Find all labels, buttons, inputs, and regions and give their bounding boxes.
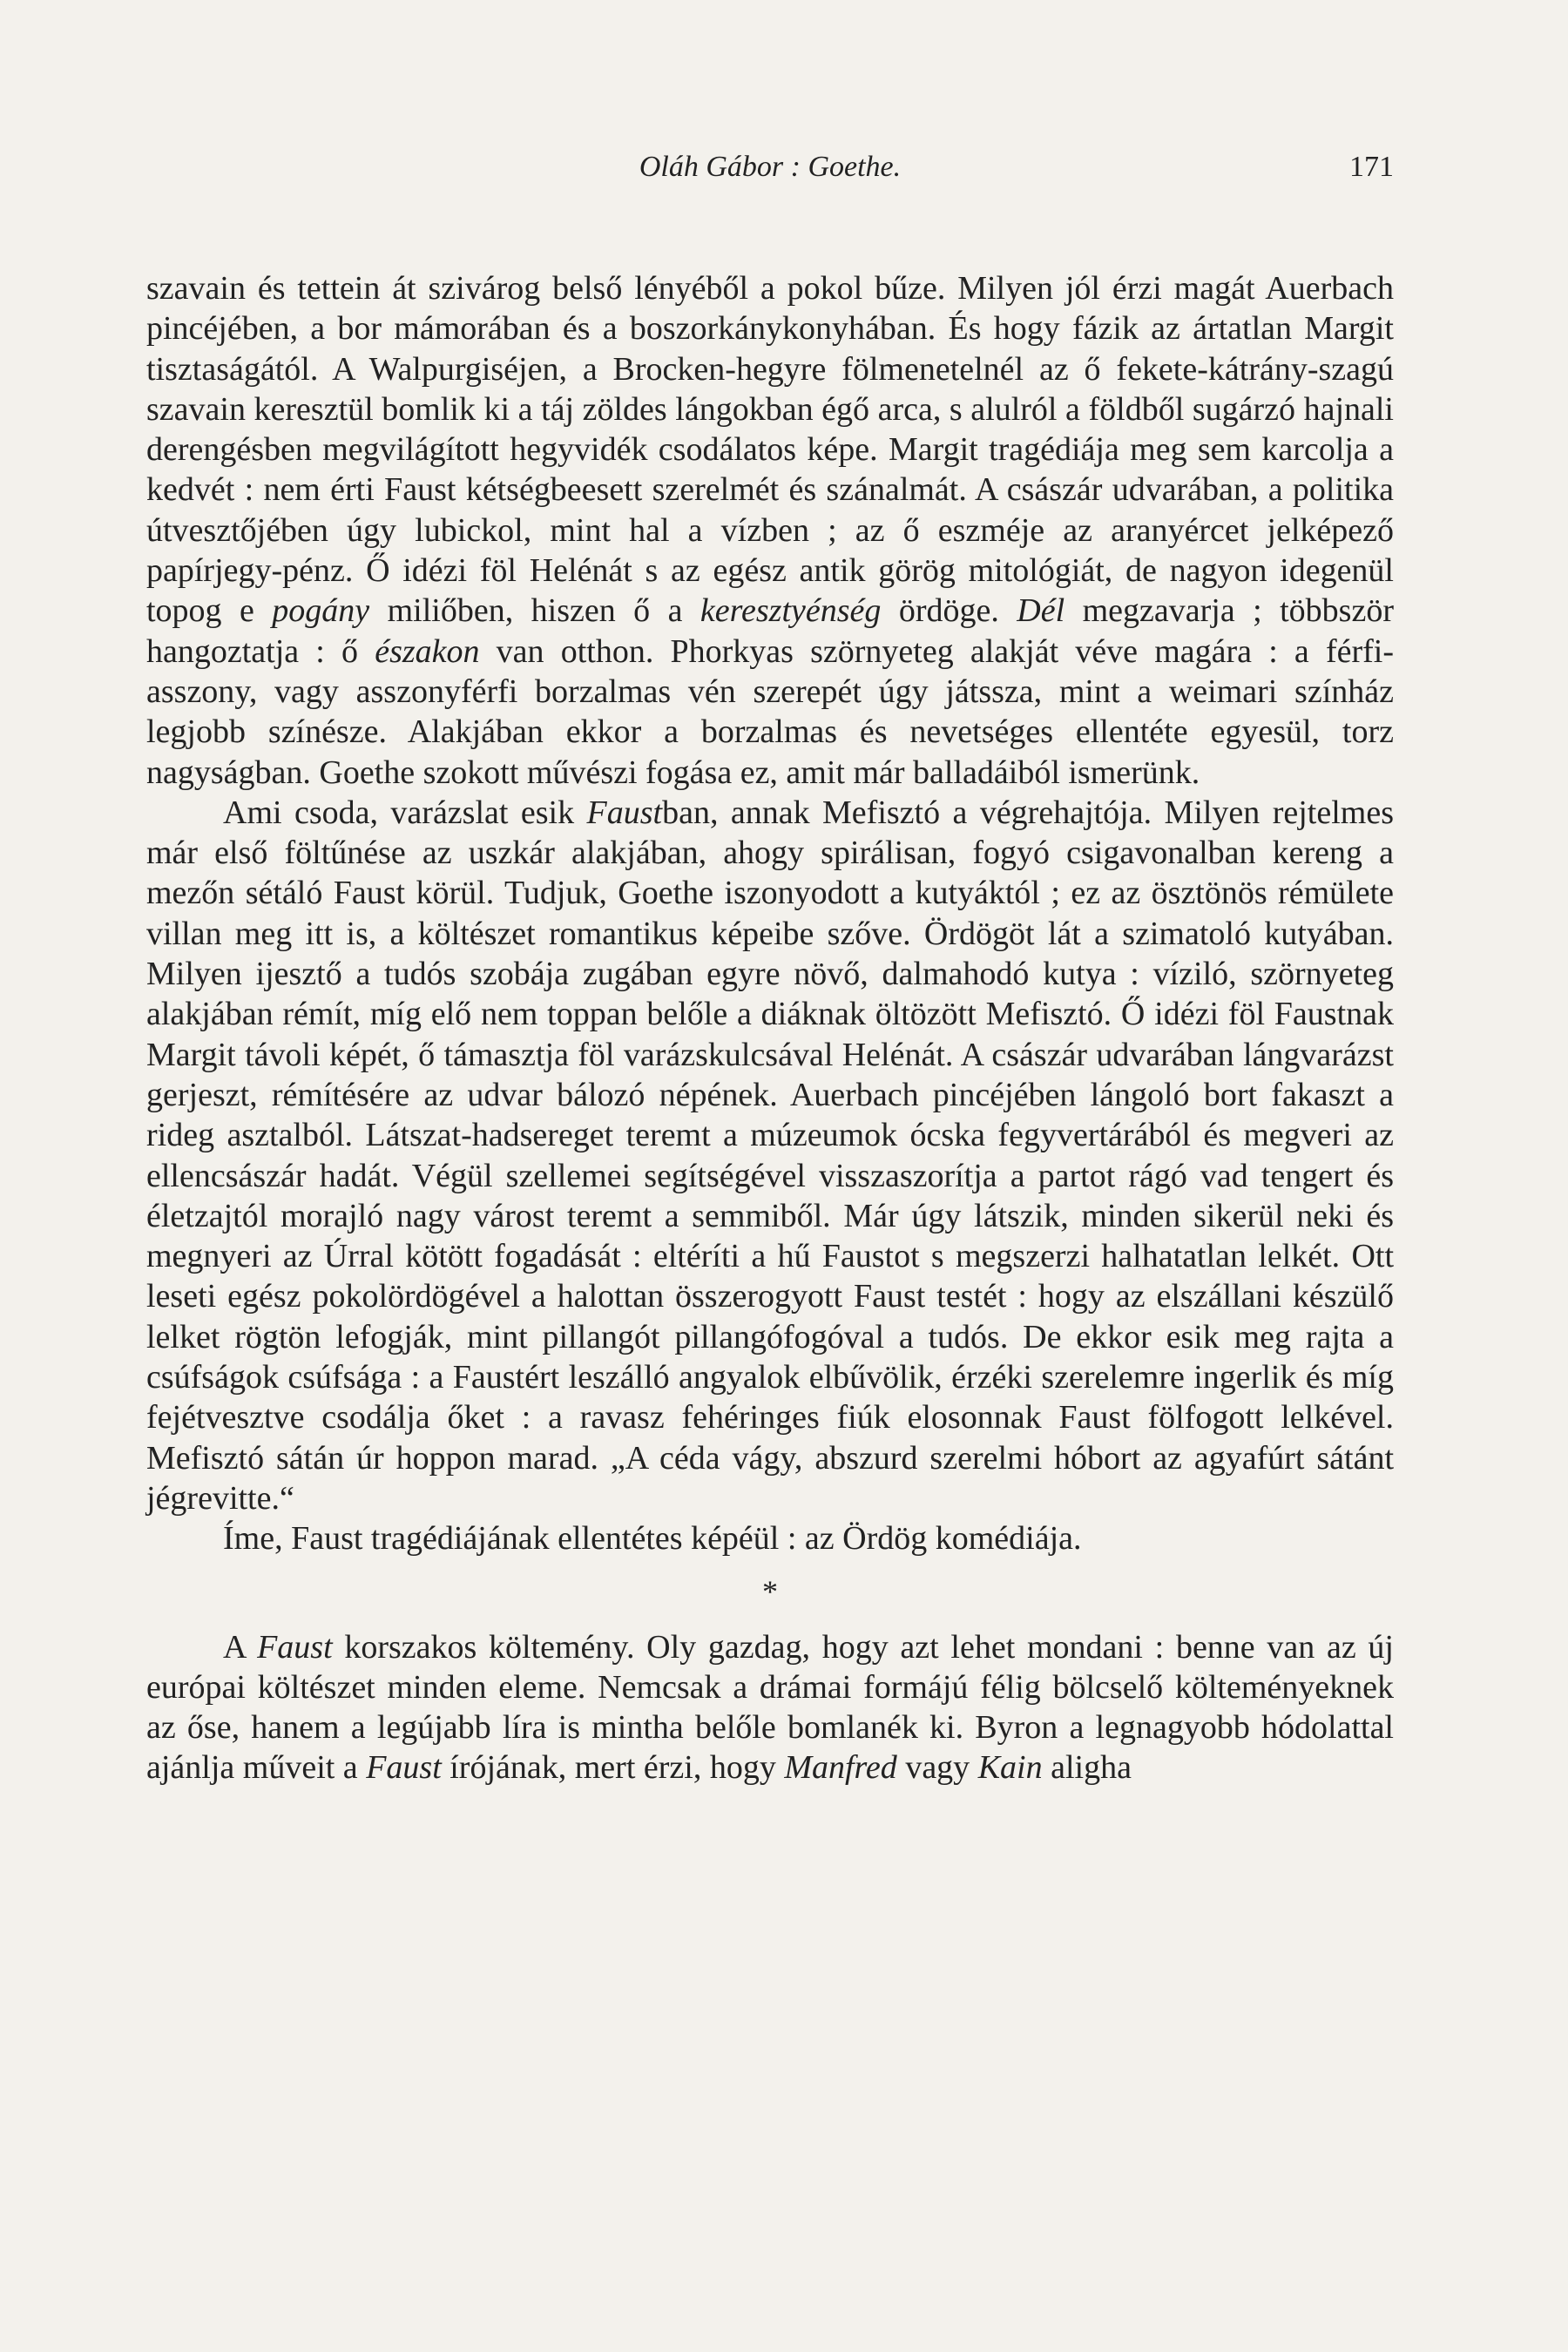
emphasis: Kain	[977, 1749, 1043, 1787]
paragraph-4	[146, 1627, 1394, 1788]
running-header	[146, 146, 1394, 188]
emphasis: pogány	[272, 592, 370, 630]
text-span: ördöge.	[881, 592, 1017, 630]
emphasis: Manfred	[784, 1749, 897, 1787]
text-span: írójának, mert érzi, hogy	[441, 1749, 785, 1787]
text-span: miliőben, hiszen ő a	[369, 592, 700, 630]
paragraph-3: Íme, Faust tragédiájának ellentétes képéül : az Ördög komédiája.	[223, 1520, 1082, 1558]
emphasis: Faust	[366, 1749, 442, 1787]
emphasis: északon	[375, 632, 480, 670]
text-span: ban, annak Mefisztó a végrehajtója. Milyen rejtelmes már első föltűnése az uszkár alakjában, ahogy spirálisan, fogyó csigavonalban kereng a mezőn sétáló Faust körül. Tudjuk, Goethe iszonyodott a kutyáktól ; ez az ösztönös rémülete villan meg itt is, a költészet romantikus képeibe szőve. Ördögöt lát a szimatoló kutyában. Milyen ijesztő a tudós szobája zugában egyre növő, dalmahodó kutya : víziló, szörnyeteg alakjában rémít, míg elő nem toppan belőle a diáknak öltözött Mefisztó. Ő idézi föl Faustnak Margit távoli képét, ő támasztja föl varázskulcsával Helénát. A császár udvarában lángvarázst gerjeszt, rémítésére az udvar bálozó népének. Auerbach pincéjében lángoló bort fakaszt a rideg asztalból. Látszat-hadsereget teremt a múzeumok ócska fegyvertárából és megveri az ellencsászár hadát. Végül szellemei segítségével visszaszorítja a partot rágó vad tengert és életzajtól morajló nagy várost teremt a semmiből. Már úgy látszik, minden sikerül neki és megnyeri az Úrral kötött fogadását : eltéríti a hű Faustot s megszerzi halhatatlan lelkét. Ott leseti egész pokolördögével a halottan összerogyott Faust testét : hogy az elszállani készülő lelket rögtön lefogják, mint pillangót pillangófogóval a tudós. De ekkor esik meg rajta a csúfságok csúfsága : a Faustért leszálló angyalok elbűvölik, érzéki szerelemre ingerlik és míg fejétvesztve csodálja őket : a ravasz fehéringes fiúk elosonnak Faust fölfogott lelkével. Mefisztó sátán úr hoppon marad. „A céda vágy, abszurd szerelmi hóbort az agyafúrt sátánt jégrevitte.“	[146, 794, 1394, 1517]
text-span: vagy	[896, 1749, 978, 1787]
page-number: 171	[1349, 151, 1394, 183]
paragraph-1	[146, 268, 1394, 793]
emphasis: Faust	[586, 794, 663, 831]
body-text	[146, 268, 1394, 1788]
text-span: szavain és tettein át szivárog belső lényéből a pokol bűze. Milyen jól érzi magát Auerbach pincéjében, a bor mámorában és a boszorkánykonyhában. És hogy fázik az ártatlan Margit tisztaságától. A Walpurgiséjen, a Brocken-hegyre fölmenetelnél az ő fekete-kátrány-szagú szavain keresztül bomlik ki a táj zöldes lángokban égő arca, s alulról a földből sugárzó hajnali derengésben megvilágított hegyvidék csodálatos képe. Margit tragédiája meg sem karcolja a kedvét : nem érti Faust kétségbeesett szerelmét és szánalmát. A császár udvarában, a politika útvesztőjében úgy lubickol, mint hal a vízben ; az ő eszméje az aranyércet jelképező papírjegy-pénz. Ő idézi föl Helénát s az egész antik görög mitológiát, de nagyon idegenül topog e	[146, 270, 1394, 630]
text-span: Ami csoda, varázslat esik	[223, 794, 587, 831]
emphasis: Dél	[1017, 592, 1065, 630]
text-span: van otthon. Phorkyas szörnyeteg alakját véve magára : a férfi-asszony, vagy asszonyférfi borzalmas vén szerepét úgy játssza, mint a weimari színház legjobb színésze. Alakjában ekkor a borzalmas és nevetséges ellentéte egyesül, torz nagyságban. Goethe szokott művészi fogása ez, amit már balladáiból ismerünk.	[146, 632, 1394, 791]
emphasis: keresztyénség	[700, 592, 882, 630]
text-span: A	[223, 1628, 258, 1666]
emphasis: Faust	[257, 1628, 333, 1666]
text-span: megzavarja ; többször hangoztatja : ő	[146, 592, 1394, 670]
text-span: korszakos költemény. Oly gazdag, hogy azt lehet mondani : benne van az új európai költészet minden eleme. Nemcsak a drámai formájú félig bölcselő költeményeknek az őse, hanem a legújabb líra is mintha belőle bomlanék ki. Byron a legnagyobb hódolattal ajánlja műveit a	[146, 1628, 1394, 1787]
section-separator: *	[762, 1573, 778, 1609]
running-title: Oláh Gábor : Goethe.	[639, 151, 902, 183]
paragraph-2	[146, 793, 1394, 1518]
text-span: aligha	[1042, 1749, 1132, 1787]
